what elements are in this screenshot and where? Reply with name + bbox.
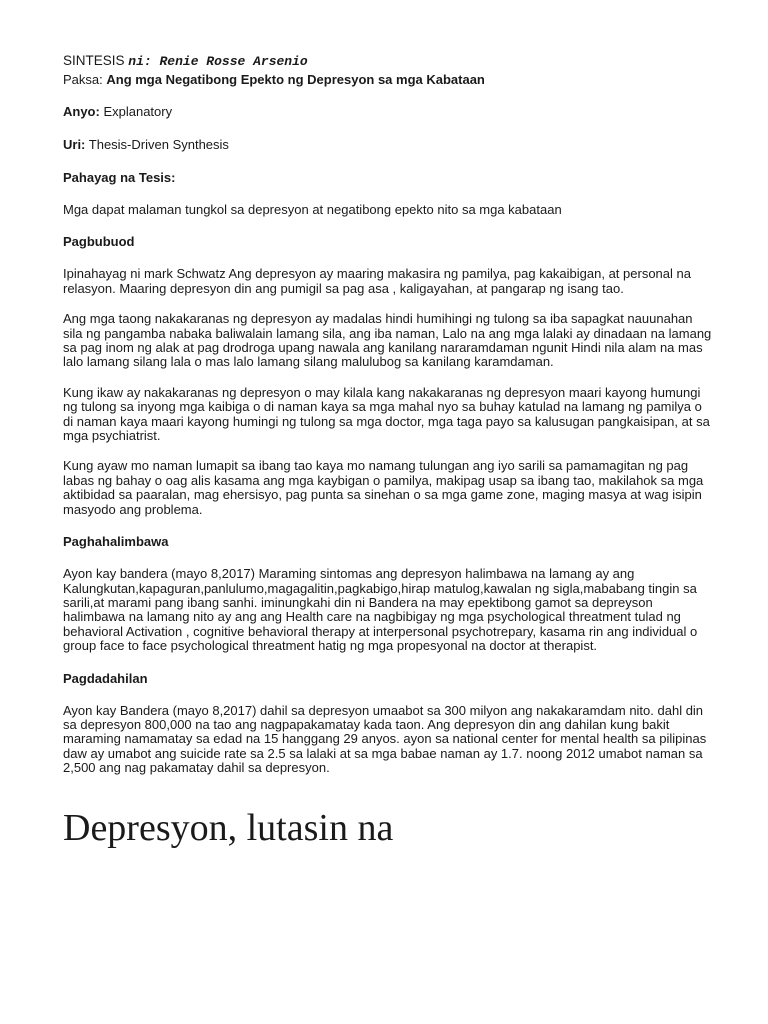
pagbubuod-paragraph-3: Kung ikaw ay nakakaranas ng depresyon o may kilala kang nakakaranas ng depresyon maari kayong humungi ng tulong sa inyong mga kaibiga o di naman kaya sa mga mahal nyo sa buhay katulad na lamang ng pamilya o di naman kaya maari kayong humingi ng tulong sa mga doctor, mga taga payo sa kalusugan pangkaisipan, at sa mga psychiatrist. [63,384,710,444]
pagdadahilan-text: Ayon kay Bandera (mayo 8,2017) dahil sa depresyon umaabot sa 300 milyon ang nakakaramdam nito. dahl din sa depresyon 800,000 na tao ang nagpapakamatay kada taon. Ang depresyon din ang dahilan kung bakit maraming namamatay sa edad na 15 hanggang 29 anyos. ayon sa national center for mental health sa pilipinas daw ay umabot ang suicide rate sa 2.5 sa lalaki at sa mga babae naman ay 1.7. noong 2012 umabot naman sa 2,500 ang nag pakamatay dahil sa depresyon. [63,702,707,776]
pagbubuod-paragraph-2: Ang mga taong nakakaranas ng depresyon ay madalas hindi humihingi ng tulong sa iba sapagkat nauunahan sila ng pangamba nabaka baliwalain lamang sila, ang iba naman, Lalo na ang mga lalaki ay dinadaan na lamang sa pag inom ng alak at pag drodroga upang nawala ang kanilang nararamdaman ngunit Hindi nila alam na mas lalo lamang silang lala o mas lalo lamang silang malulubog sa kanilang karamdaman. [63,311,712,370]
pagdadahilan-heading: Pagdadahilan [63,670,148,686]
anyo-label: Anyo: [63,104,100,119]
topic-line [63,71,713,89]
title-prefix: SINTESIS [63,53,125,68]
tesis-heading: Pahayag na Tesis: [63,170,176,185]
uri-value: Thesis-Driven Synthesis [85,137,229,152]
author-name: ni: Renie Rosse Arsenio [128,54,308,69]
tesis-text: Mga dapat malaman tungkol sa depresyon at negatibong epekto nito sa mga kabataan [63,202,562,217]
paghahalimbawa-heading: Paghahalimbawa [63,534,169,550]
document-page [63,52,713,850]
uri-label: Uri: [63,137,86,152]
pagbubuod-paragraph-4: Kung ayaw mo naman lumapit sa ibang tao kaya mo namang tulungan ang iyo sarili sa pamamagitan ng pag labas ng bahay o oag alis kasama ang mga kaybigan o pamilya, makipag usap sa ibang tao, makilahok sa mga aktibidad sa paaralan, mag ehersisyo, pag punta sa sinehan o sa mga game zone, maging masya at wag isipin masyodo ang problema. [63,458,704,517]
anyo-value: Explanatory [99,104,173,119]
topic-value: Ang mga Negatibong Epekto ng Depresyon sa mga Kabataan [106,72,485,87]
document-title [63,52,713,71]
pagbubuod-paragraph-1: Ipinahayag ni mark Schwatz Ang depresyon ay maaring makasira ng pamilya, pag kakaibigan, at personal na relasyon. Maaring depresyon din ang pumigil sa pag asa , kaligayahan, at pangarap ng isang tao. [63,266,691,296]
big-title: Depresyon, lutasin na [63,806,394,849]
pagbubuod-heading: Pagbubuod [63,234,135,250]
anyo-line [63,103,713,121]
uri-line [63,136,713,154]
paghahalimbawa-text: Ayon kay bandera (mayo 8,2017) Maraming sintomas ang depresyon halimbawa na lamang ay ang Kalungkutan,kapaguran,panlulumo,magagalitin,pagkabigo,hirap matulog,kawalan ng sigla,mababang tingin sa sarili,at marami pang ibang sanhi. iminungkahi din ni Bandera na may epektibong gamot sa depreyson halimbawa na lamang nito ay ang ang Health care na nagbibigay ng mga psychological threatment tulad ng behavioral Activation , cognitive behavioral therapy at interpersonal psychotrepary, kasama rin ang individual o group face to face psychological threatment hatig ng mga propesyonal na doctor at therapist. [63,566,698,654]
topic-label: Paksa: [63,72,107,87]
